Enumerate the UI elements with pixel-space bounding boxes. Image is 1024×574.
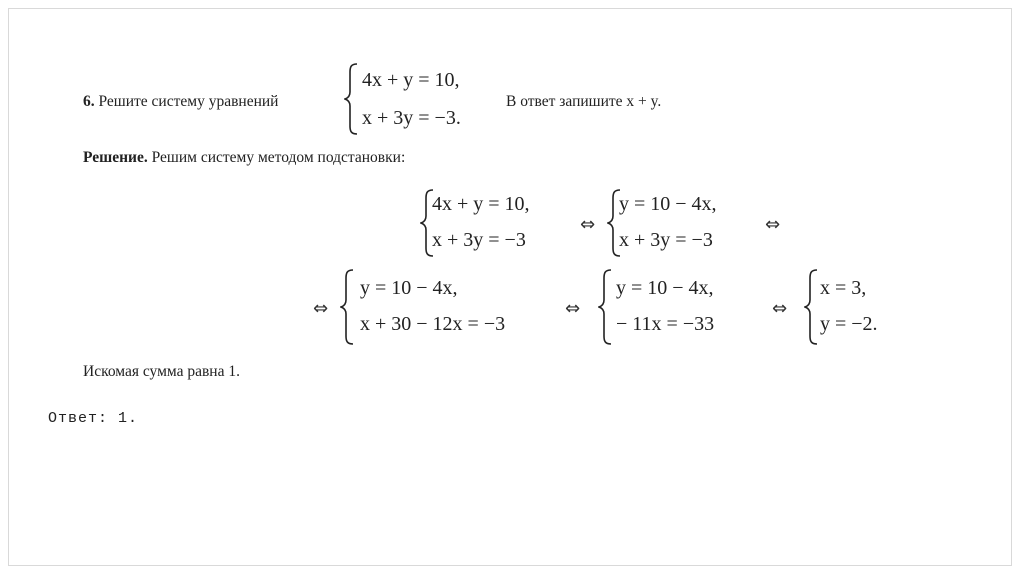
sum-text: Искомая сумма равна 1.: [83, 363, 240, 380]
equivalence-arrow-icon: ⇔: [765, 214, 781, 235]
equivalence-arrow-icon: ⇔: [313, 298, 329, 319]
solution-text: Решим систему методом подстановки:: [151, 149, 406, 166]
system-step-5: [804, 268, 914, 346]
step2-eq1: y = 10 − 4x,: [619, 193, 717, 215]
solution-line: [83, 150, 405, 166]
answer-text: Ответ: 1.: [48, 410, 139, 427]
step4-eq2: − 11x = −33: [616, 313, 715, 335]
step5-eq2: y = −2.: [820, 313, 878, 335]
system-step-4: [598, 268, 768, 346]
problem-eq1: 4x + y = 10,: [362, 69, 460, 91]
step3-eq2: x + 30 − 12x = −3: [360, 313, 506, 335]
problem-number: 6.: [83, 93, 95, 110]
step1-eq1: 4x + y = 10,: [432, 193, 530, 215]
left-brace-icon: [344, 62, 360, 136]
step1-eq2: x + 3y = −3: [432, 229, 526, 251]
system-step-1: [420, 188, 580, 258]
equivalence-arrow-icon: ⇔: [565, 298, 581, 319]
problem-system: [344, 62, 514, 136]
left-brace-icon: [340, 268, 356, 346]
system-step-3: [340, 268, 565, 346]
problem-text: Решите систему уравнений: [98, 93, 279, 110]
system-step-2: [607, 188, 767, 258]
step2-eq2: x + 3y = −3: [619, 229, 713, 251]
problem-statement: [83, 94, 278, 110]
equivalence-arrow-icon: ⇔: [772, 298, 788, 319]
equivalence-arrow-icon: ⇔: [580, 214, 596, 235]
step5-eq1: x = 3,: [820, 277, 867, 299]
left-brace-icon: [598, 268, 614, 346]
step4-eq1: y = 10 − 4x,: [616, 277, 714, 299]
left-brace-icon: [804, 268, 820, 346]
problem-tail: В ответ запишите x + y.: [506, 93, 662, 110]
solution-label: Решение.: [83, 149, 148, 166]
problem-eq2: x + 3y = −3.: [362, 107, 461, 129]
step3-eq1: y = 10 − 4x,: [360, 277, 458, 299]
